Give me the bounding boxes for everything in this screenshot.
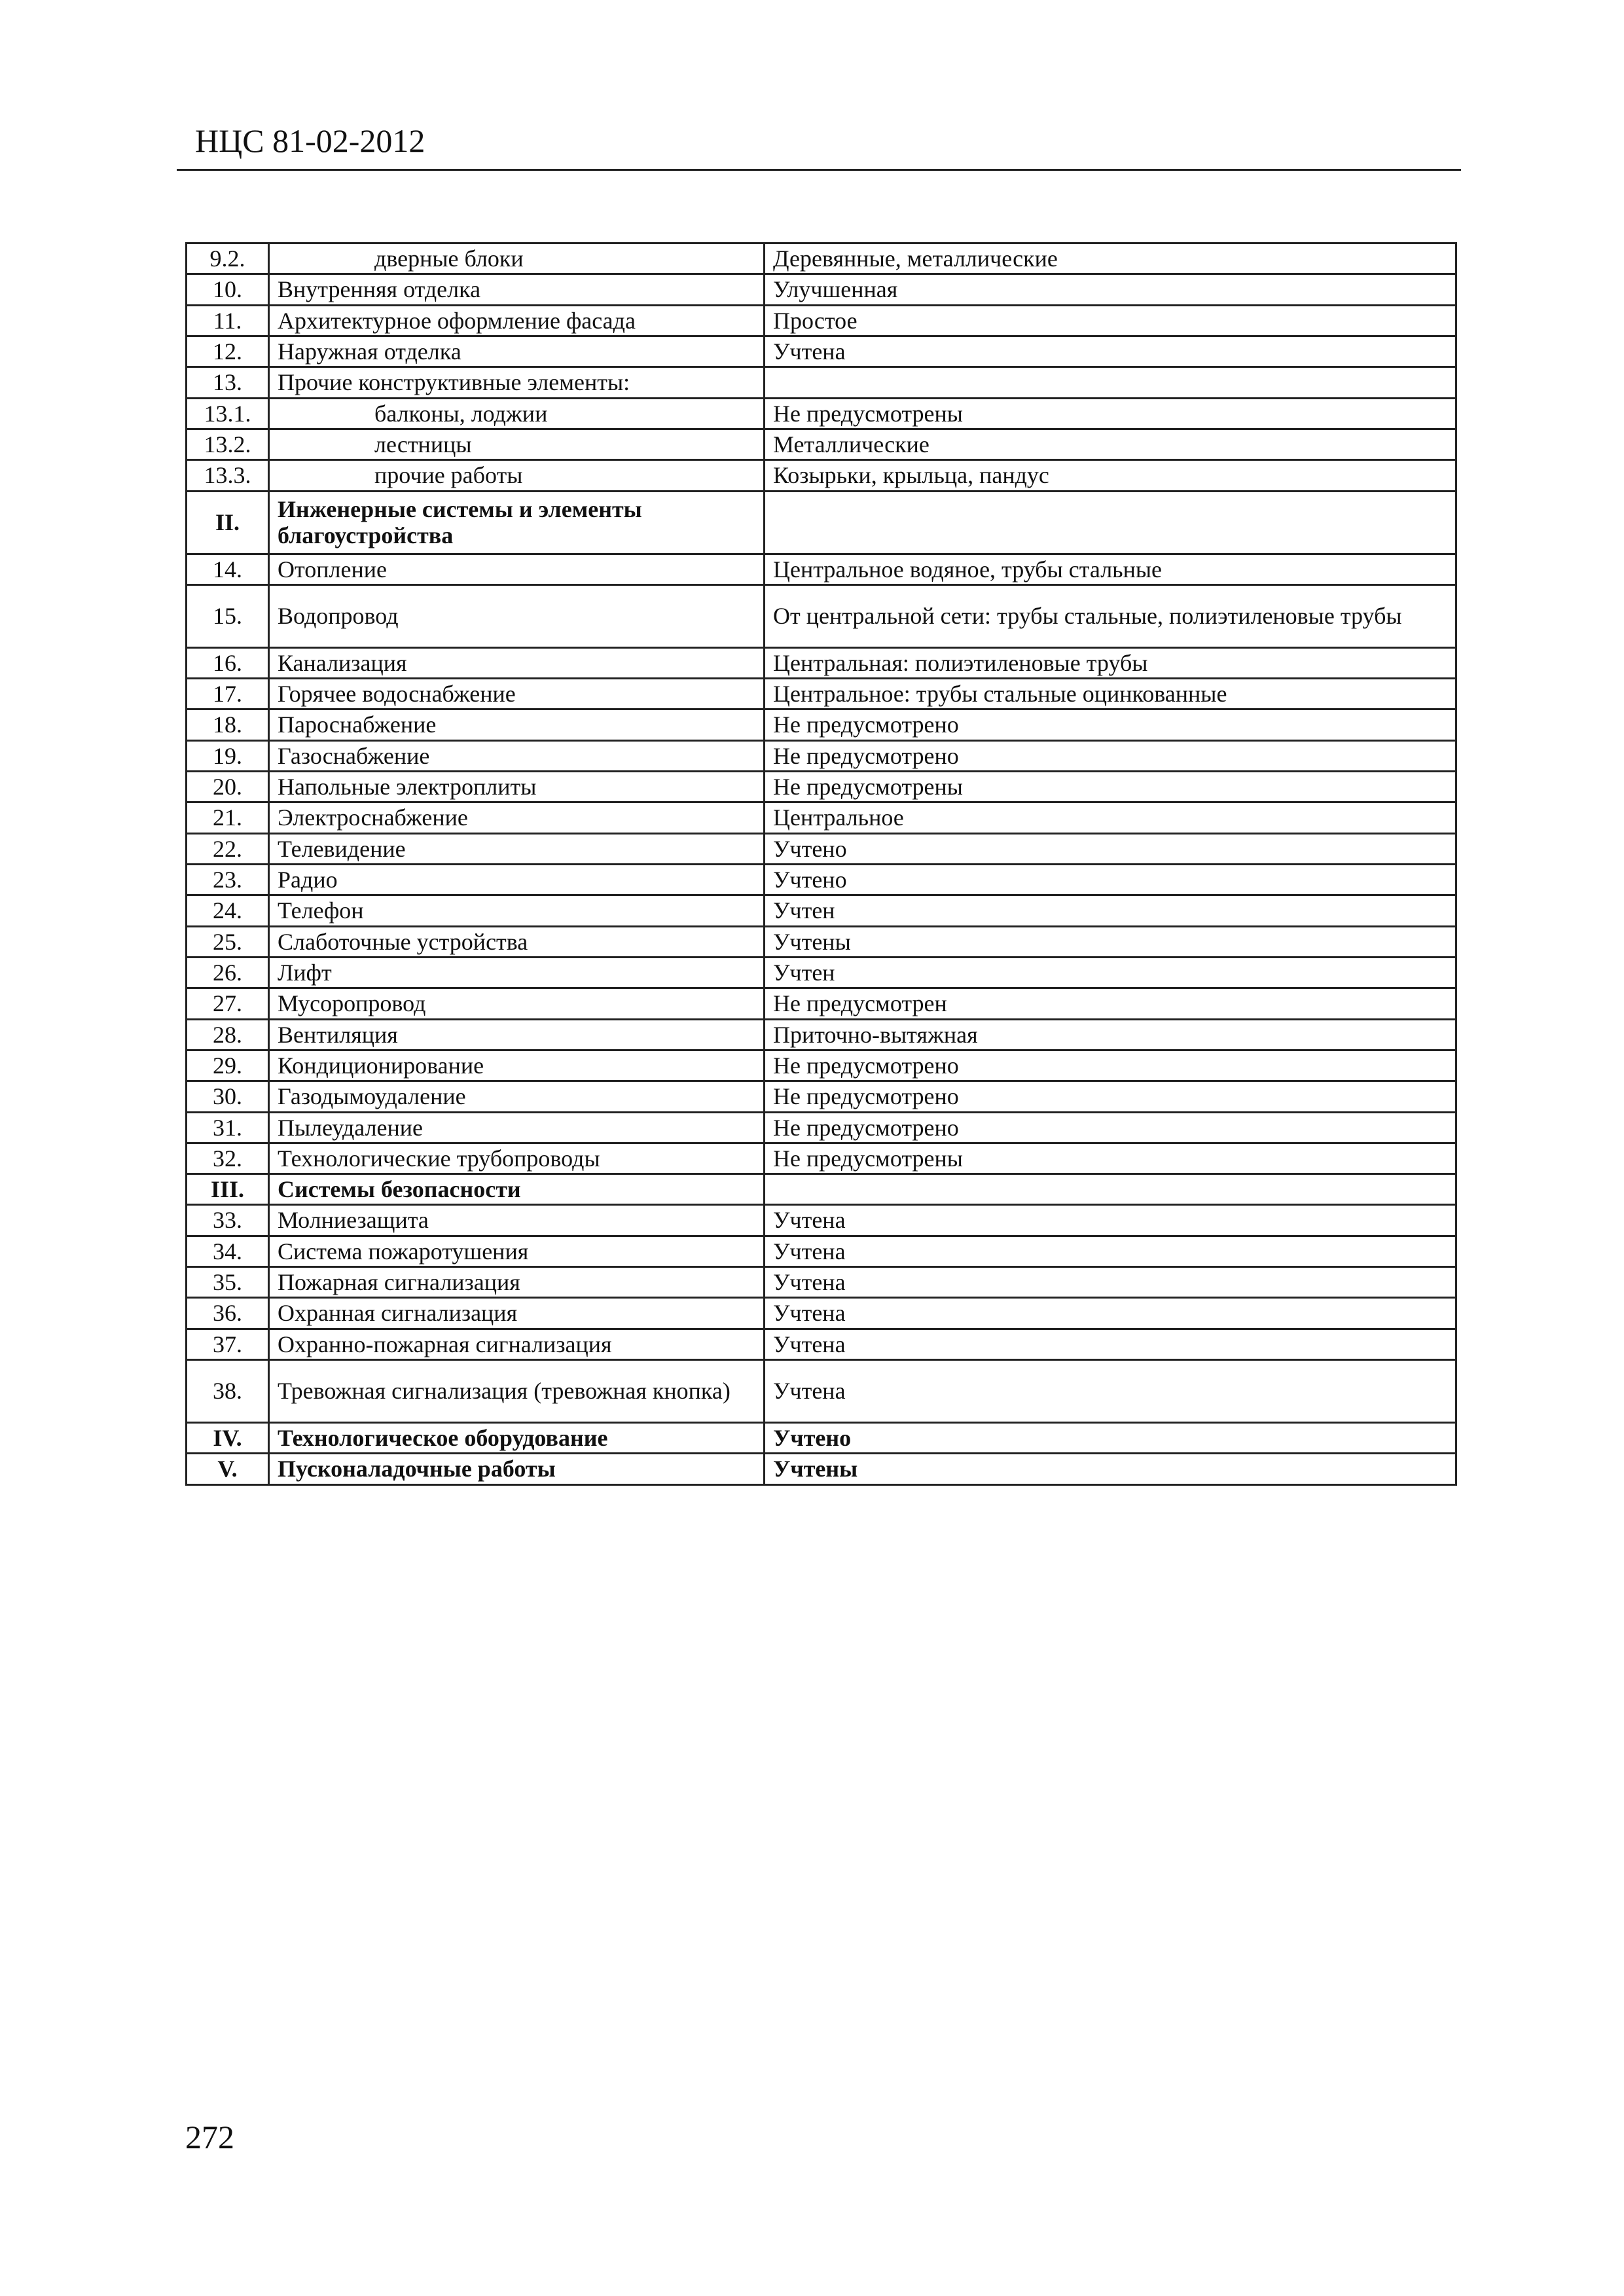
row-name-cell: Канализация (269, 647, 765, 678)
row-name-cell: Пожарная сигнализация (269, 1267, 765, 1298)
row-number-cell: V. (187, 1454, 269, 1484)
row-name-cell: Газодымоудаление (269, 1081, 765, 1112)
table-row (187, 1329, 1456, 1359)
row-name-cell: прочие работы (269, 460, 765, 491)
table-row (187, 1236, 1456, 1266)
row-name-cell: Горячее водоснабжение (269, 679, 765, 709)
table-row (187, 926, 1456, 957)
row-name-cell: Телевидение (269, 833, 765, 864)
row-name-cell: Технологическое оборудование (269, 1423, 765, 1454)
row-name-cell: Молниезащита (269, 1205, 765, 1236)
row-value-cell: Не предусмотрены (765, 772, 1456, 802)
row-value-cell: Центральная: полиэтиленовые трубы (765, 647, 1456, 678)
row-number-cell: 31. (187, 1112, 269, 1143)
row-value-cell: Улучшенная (765, 274, 1456, 305)
row-value-cell: Не предусмотрено (765, 709, 1456, 740)
table-row (187, 647, 1456, 678)
row-name-cell: Система пожаротушения (269, 1236, 765, 1266)
table-row (187, 1205, 1456, 1236)
row-number-cell: 24. (187, 895, 269, 926)
table-row (187, 802, 1456, 833)
row-name-cell: Охранно-пожарная сигнализация (269, 1329, 765, 1359)
table-row (187, 709, 1456, 740)
table-row (187, 491, 1456, 554)
row-number-cell: 25. (187, 926, 269, 957)
table-row (187, 305, 1456, 336)
row-name-cell: Водопровод (269, 584, 765, 647)
row-name-cell: Пылеудаление (269, 1112, 765, 1143)
row-name-cell: Радио (269, 865, 765, 895)
table-row (187, 1360, 1456, 1423)
table-row (187, 740, 1456, 771)
row-name-cell: дверные блоки (269, 243, 765, 274)
table-row (187, 460, 1456, 491)
row-number-cell: 13.3. (187, 460, 269, 491)
row-name-cell: лестницы (269, 429, 765, 459)
row-number-cell: 29. (187, 1050, 269, 1081)
row-number-cell: 20. (187, 772, 269, 802)
row-number-cell: 33. (187, 1205, 269, 1236)
row-name-cell: Инженерные системы и элементы благоустройства (269, 491, 765, 554)
table-row (187, 679, 1456, 709)
row-number-cell: III. (187, 1174, 269, 1205)
table-row (187, 772, 1456, 802)
row-number-cell: 12. (187, 336, 269, 367)
table-row (187, 336, 1456, 367)
row-number-cell: 26. (187, 957, 269, 988)
row-number-cell: 27. (187, 988, 269, 1019)
row-name-cell: Газоснабжение (269, 740, 765, 771)
row-name-cell: Мусоропровод (269, 988, 765, 1019)
row-name-cell: Электроснабжение (269, 802, 765, 833)
row-number-cell: 19. (187, 740, 269, 771)
row-value-cell: Не предусмотрен (765, 988, 1456, 1019)
row-number-cell: 17. (187, 679, 269, 709)
row-name-cell: Прочие конструктивные элементы: (269, 367, 765, 398)
row-value-cell: Учтена (765, 1298, 1456, 1329)
row-number-cell: II. (187, 491, 269, 554)
row-value-cell: Учтена (765, 1205, 1456, 1236)
table-row (187, 895, 1456, 926)
row-name-cell: Наружная отделка (269, 336, 765, 367)
table-row (187, 1143, 1456, 1174)
row-name-cell: Охранная сигнализация (269, 1298, 765, 1329)
row-value-cell: Учтена (765, 336, 1456, 367)
table-row (187, 833, 1456, 864)
table-row (187, 1298, 1456, 1329)
row-value-cell: Учтены (765, 1454, 1456, 1484)
row-value-cell: Учтена (765, 1236, 1456, 1266)
row-value-cell: Учтен (765, 895, 1456, 926)
row-name-cell: Отопление (269, 554, 765, 584)
table-row (187, 1019, 1456, 1050)
row-name-cell: Тревожная сигнализация (тревожная кнопка) (269, 1360, 765, 1423)
row-name-cell: Системы безопасности (269, 1174, 765, 1205)
row-number-cell: 10. (187, 274, 269, 305)
row-name-cell: Архитектурное оформление фасада (269, 305, 765, 336)
table-row (187, 429, 1456, 459)
row-number-cell: 14. (187, 554, 269, 584)
row-value-cell: Не предусмотрено (765, 1112, 1456, 1143)
specification-table (185, 242, 1457, 1486)
row-value-cell: Простое (765, 305, 1456, 336)
row-name-cell: Слаботочные устройства (269, 926, 765, 957)
row-number-cell: 13.2. (187, 429, 269, 459)
row-number-cell: 22. (187, 833, 269, 864)
row-name-cell: Кондиционирование (269, 1050, 765, 1081)
row-value-cell: Деревянные, металлические (765, 243, 1456, 274)
page-number: 272 (185, 2119, 234, 2155)
row-number-cell: 13.1. (187, 398, 269, 429)
row-name-cell: Вентиляция (269, 1019, 765, 1050)
table-row (187, 1267, 1456, 1298)
row-value-cell: Не предусмотрено (765, 1050, 1456, 1081)
row-number-cell: 18. (187, 709, 269, 740)
row-name-cell: Напольные электроплиты (269, 772, 765, 802)
header-divider (177, 169, 1461, 171)
row-value-cell: Не предусмотрены (765, 1143, 1456, 1174)
table-row (187, 584, 1456, 647)
row-value-cell (765, 367, 1456, 398)
table-row (187, 1423, 1456, 1454)
row-number-cell: 36. (187, 1298, 269, 1329)
row-number-cell: 28. (187, 1019, 269, 1050)
row-number-cell: 23. (187, 865, 269, 895)
row-number-cell: 15. (187, 584, 269, 647)
table-row (187, 1454, 1456, 1484)
row-value-cell: Учтены (765, 926, 1456, 957)
row-value-cell: Учтено (765, 833, 1456, 864)
row-value-cell: Учтен (765, 957, 1456, 988)
row-number-cell: IV. (187, 1423, 269, 1454)
row-value-cell: Приточно-вытяжная (765, 1019, 1456, 1050)
row-value-cell: Учтена (765, 1329, 1456, 1359)
row-value-cell: Не предусмотрено (765, 740, 1456, 771)
table-row (187, 865, 1456, 895)
table-row (187, 274, 1456, 305)
table-row (187, 243, 1456, 274)
row-value-cell: Не предусмотрено (765, 1081, 1456, 1112)
document-code: НЦС 81-02-2012 (195, 122, 425, 159)
row-value-cell: Центральное водяное, трубы стальные (765, 554, 1456, 584)
table-row (187, 1050, 1456, 1081)
row-value-cell: Не предусмотрены (765, 398, 1456, 429)
row-name-cell: Телефон (269, 895, 765, 926)
table-row (187, 1112, 1456, 1143)
row-number-cell: 21. (187, 802, 269, 833)
row-value-cell: Центральное (765, 802, 1456, 833)
row-value-cell: Центральное: трубы стальные оцинкованные (765, 679, 1456, 709)
row-number-cell: 34. (187, 1236, 269, 1266)
row-number-cell: 16. (187, 647, 269, 678)
row-number-cell: 30. (187, 1081, 269, 1112)
row-value-cell (765, 491, 1456, 554)
row-value-cell: Козырьки, крыльца, пандус (765, 460, 1456, 491)
row-value-cell: Учтена (765, 1267, 1456, 1298)
row-number-cell: 32. (187, 1143, 269, 1174)
specification-table-body (187, 243, 1456, 1485)
table-row (187, 1081, 1456, 1112)
table-row (187, 1174, 1456, 1205)
row-number-cell: 13. (187, 367, 269, 398)
table-row (187, 554, 1456, 584)
row-value-cell: Учтена (765, 1360, 1456, 1423)
row-number-cell: 35. (187, 1267, 269, 1298)
row-name-cell: Внутренняя отделка (269, 274, 765, 305)
row-name-cell: балконы, лоджии (269, 398, 765, 429)
row-value-cell: Учтено (765, 1423, 1456, 1454)
table-row (187, 398, 1456, 429)
row-value-cell: Металлические (765, 429, 1456, 459)
row-name-cell: Лифт (269, 957, 765, 988)
row-value-cell (765, 1174, 1456, 1205)
row-name-cell: Пароснабжение (269, 709, 765, 740)
row-number-cell: 37. (187, 1329, 269, 1359)
row-value-cell: От центральной сети: трубы стальные, полиэтиленовые трубы (765, 584, 1456, 647)
row-number-cell: 38. (187, 1360, 269, 1423)
row-value-cell: Учтено (765, 865, 1456, 895)
row-name-cell: Технологические трубопроводы (269, 1143, 765, 1174)
row-number-cell: 11. (187, 305, 269, 336)
row-name-cell: Пусконаладочные работы (269, 1454, 765, 1484)
row-number-cell: 9.2. (187, 243, 269, 274)
table-row (187, 367, 1456, 398)
table-row (187, 957, 1456, 988)
table-row (187, 988, 1456, 1019)
